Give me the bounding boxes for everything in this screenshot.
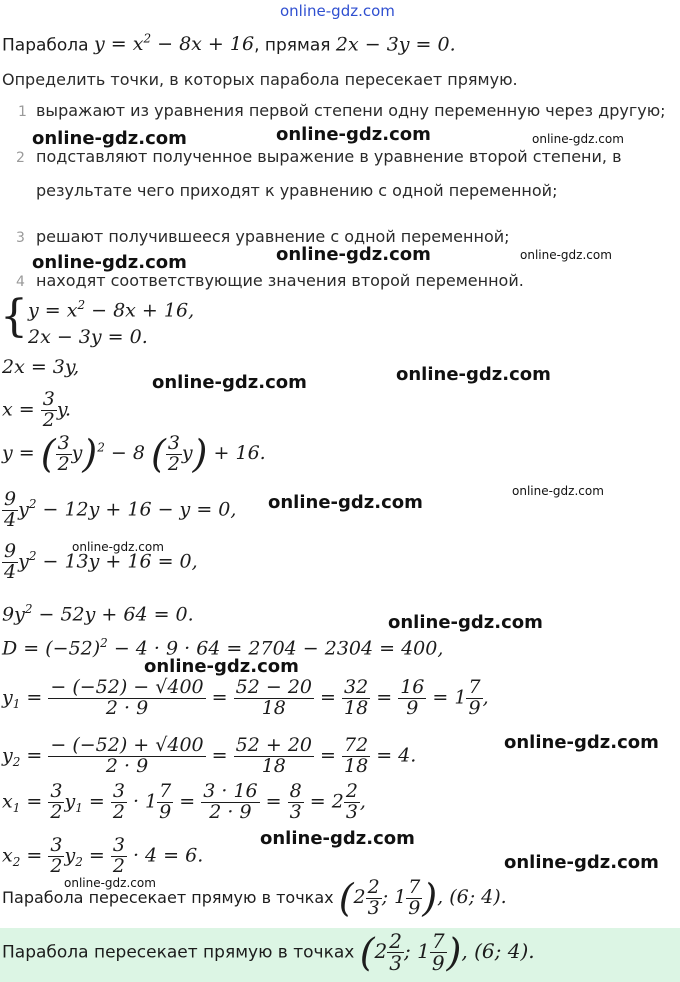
line-equation: 2x − 3y = 0. xyxy=(335,33,456,56)
line-word: прямая xyxy=(264,35,331,56)
watermark: online-gdz.com xyxy=(388,612,543,633)
step-text-3: решают получившееся уравнение с одной переменной; xyxy=(36,227,510,246)
watermark: online-gdz.com xyxy=(504,732,659,753)
line-x1: $x_1$ = $\frac{3}{2}$ $y_1$ = $\frac{3}{2}$ · 1 $\frac{7}{9}$ = $\frac{3 \cdot 16}{2 \cdot 9}$ = $\frac{8}{3}$ = 2 $\frac{2}{3}$ , xyxy=(2,780,366,823)
watermark: online-gdz.com xyxy=(32,128,187,149)
line-discriminant: $D = (-52)^2 - 4 \cdot 9 \cdot 64 = 2704 - 2304 = 400$, xyxy=(2,636,444,660)
step-number-4: 4 xyxy=(16,274,25,290)
line-quadratic-1: $\frac{9}{4}$ $y^2 - 12y + 16 - y = 0$, xyxy=(4,488,237,531)
watermark: online-gdz.com xyxy=(64,876,156,890)
line-y1: $y_1$ = $\frac{- (-52) - √400}{2 \cdot 9}$ = $\frac{52 - 20}{18}$ = $\frac{32}{18}$ = $\frac{16}{9}$ = 1 $\frac{7}{9}$ , xyxy=(2,676,489,719)
conclusion-tail: , (6; 4). xyxy=(437,886,507,908)
parabola-equation: $y = x^2 - 8x + 16$ xyxy=(93,32,255,56)
system-brace: { xyxy=(0,291,28,342)
watermark: online-gdz.com xyxy=(152,372,307,393)
watermark: online-gdz.com xyxy=(268,492,423,513)
line-y-substitution: y = ( $\frac{3}{2}$ y)$^2$ − 8 ( $\frac{3}{2}$ y) + 16. xyxy=(2,431,266,476)
line-x2: $x_2$ = $\frac{3}{2}$ $y_2$ = $\frac{3}{2}$ · 4 = 6. xyxy=(2,834,204,877)
line-y2: $y_2$ = $\frac{- (-52) + √400}{2 \cdot 9}$ = $\frac{52 + 20}{18}$ = $\frac{72}{18}$ = 4. xyxy=(2,734,417,777)
watermark: online-gdz.com xyxy=(72,540,164,554)
problem-prefix: Парабола xyxy=(2,35,89,56)
line-x-expression: x = $\frac{3}{2}$ y. xyxy=(2,388,72,431)
conclusion-line: Парабола пересекает прямую в точках (2 $\frac{2}{3}$ ; 1 $\frac{7}{9}$ ), (6; 4). xyxy=(2,875,507,920)
watermark: online-gdz.com xyxy=(520,248,612,262)
answer-text: Парабола пересекает прямую в точках xyxy=(2,942,355,963)
watermark: online-gdz.com xyxy=(532,132,624,146)
step-text-4: находят соответствующие значения второй переменной. xyxy=(36,271,524,290)
watermark: online-gdz.com xyxy=(504,852,659,873)
problem-statement: Парабола $y = x^2 - 8x + 16$, прямая 2x − 3y = 0. xyxy=(2,32,456,56)
conclusion-text: Парабола пересекает прямую в точках xyxy=(2,888,334,907)
answer-line: Парабола пересекает прямую в точках (2 $\frac{2}{3}$ ; 1 $\frac{7}{9}$ ), (6; 4). xyxy=(2,928,535,975)
watermark: online-gdz.com xyxy=(32,252,187,273)
answer-tail: , (6; 4). xyxy=(461,938,535,963)
watermark: online-gdz.com xyxy=(276,124,431,145)
line-quadratic-3: $9y^2 - 52y + 64 = 0$. xyxy=(2,602,194,626)
step-text-1: выражают из уравнения первой степени одну переменную через другую; xyxy=(36,101,666,120)
task-text: Определить точки, в которых парабола пересекает прямую. xyxy=(2,70,518,89)
watermark: online-gdz.com xyxy=(396,364,551,385)
step-number-3: 3 xyxy=(16,230,25,246)
watermark: online-gdz.com xyxy=(260,828,415,849)
watermark: online-gdz.com xyxy=(512,484,604,498)
system-eq1: $y = x^2 - 8x + 16$, xyxy=(28,298,195,322)
step-number-1: 1 xyxy=(18,104,27,120)
step-text-2a: подставляют полученное выражение в уравнение второй степени, в xyxy=(36,147,622,166)
step-number-2: 2 xyxy=(16,150,25,166)
system-eq2: 2x − 3y = 0. xyxy=(28,326,148,348)
line-2x-3y: 2x = 3y, xyxy=(2,356,80,378)
step-text-2b: результате чего приходят к уравнению с одной переменной; xyxy=(36,181,558,200)
watermark: online-gdz.com xyxy=(144,656,299,677)
watermark: online-gdz.com xyxy=(276,244,431,265)
line-quadratic-2: $\frac{9}{4}$ $y^2 - 13y + 16 = 0$, xyxy=(4,540,198,583)
header-watermark: online-gdz.com xyxy=(280,2,395,20)
